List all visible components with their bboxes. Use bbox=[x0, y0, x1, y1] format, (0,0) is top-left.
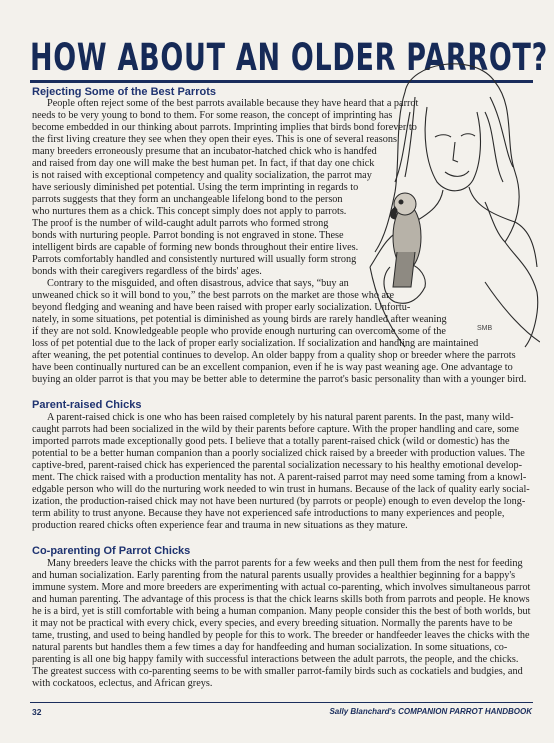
text-line: intelligent birds are capable of forming new bonds throughout their entire lives. bbox=[32, 242, 359, 253]
text-line: ization, the production-raised chick may not have been nurtured (by parrots or people) enough to even develop the long- bbox=[32, 496, 526, 507]
text-line: is not raised with exceptional competency and quality socialization, the parrot may bbox=[32, 170, 372, 181]
footer-rule bbox=[30, 702, 533, 703]
artist-signature: SMB bbox=[477, 325, 493, 332]
text-line: buying an older parrot is that you may be better able to determine the parrot's basic personality than with a younger bird. bbox=[32, 374, 527, 385]
text-line: bonds with nurturing people. Parrot bonding is not engraved in stone. These bbox=[32, 230, 344, 241]
text-line: Many breeders leave the chicks with the parrot parents for a few weeks and then pull them from the nest for feeding bbox=[47, 558, 523, 569]
text-line: People often reject some of the best parrots available because they have heard that a parrot bbox=[47, 98, 419, 109]
text-line: potential to be a better human companion than a poorly socialized chick raised by a breeder with production values. The bbox=[32, 448, 525, 459]
text-line: and raised from day one will make the best human pet. In fact, if that day one chick bbox=[32, 158, 375, 169]
page-title: HOW ABOUT AN OLDER PARROT? bbox=[30, 36, 548, 79]
eye-left bbox=[435, 135, 451, 137]
text-line: become embedded in our thinking about parrots. Imprinting implies that birds bond forever to bbox=[32, 122, 417, 133]
text-line: The greatest success with co-parenting seems to be with smaller parrot-family birds such as cockatiels and budgies, and bbox=[32, 666, 523, 677]
running-title: Sally Blanchard's COMPANION PARROT HANDBOOK bbox=[329, 707, 532, 716]
section-heading: Rejecting Some of the Best Parrots bbox=[32, 86, 216, 98]
text-line: parrots suggests that they form an unchangeable lifelong bond to the person bbox=[32, 194, 343, 205]
text-line: bonds with their caregivers regardless of the birds' ages. bbox=[32, 266, 262, 277]
text-line: natural parents but handles them a few times a day for handfeeding and human socialization. In some situations, co- bbox=[32, 642, 508, 653]
text-line: ment. The chick raised with a production mentality has not. A parent-raised parrot may need some taming from a knowl- bbox=[32, 472, 527, 483]
face-outline bbox=[425, 107, 480, 191]
text-line: A parent-raised chick is one who has been raised completely by his natural parent parents. In the past, many wild- bbox=[47, 412, 514, 423]
text-line: needs to be very young to bond to them. For some reason, the concept of imprinting has bbox=[32, 110, 393, 121]
text-line: the first living creature they see when they open their eyes. This is one of several reasons bbox=[32, 134, 397, 145]
text-line: and human parenting. The advantage of this process is that the chick learns skills both from parrots and people. He knows bbox=[32, 594, 530, 605]
text-line: and human socialization. Early parenting from the natural parents usually provides a healthier beginning for a bappy's bbox=[32, 570, 516, 581]
text-line: immune system. More and more breeders are experimenting with actual co-parenting, which involves simultaneous parrot bbox=[32, 582, 531, 593]
text-line: unweaned chick so it will bond to you,” the best parrots on the market are those who are bbox=[32, 290, 395, 301]
text-line: after weaning, the pet potential continues to develop. An older bappy from a quality shop or breeder where the parrots bbox=[32, 350, 516, 361]
text-line: Parrots comfortably handled and consistently nurtured will usually form strong bbox=[32, 254, 357, 265]
text-line: nately, in some situations, pet potential is diminished as young birds are rarely handled after weaning bbox=[32, 314, 447, 325]
text-line: if they are not sold. Knowledgeable people who provide enough nurturing can overcome some of the bbox=[32, 326, 446, 337]
text-line: loss of pet potential due to the lack of proper early socialization. If socialization and handling are maintained bbox=[32, 338, 479, 349]
text-line: who nurtures them as a chick. This concept simply does not apply to parrots. bbox=[32, 206, 347, 217]
text-line: captive-bred, parent-raised chick has experienced the parental socialization necessary to his healthy emotional develop- bbox=[32, 460, 523, 471]
eye-right bbox=[461, 134, 475, 136]
mouth bbox=[445, 171, 469, 176]
text-line: have been continually nurtured can be an excellent companion, even if he is way past weaning age. One advantage to bbox=[32, 362, 513, 373]
text-line: term ability to trust anyone. Because they have not experienced safe introductions to many experiences and people, bbox=[32, 508, 505, 519]
text-line: parenting is all one big happy family with successful interactions between the adult parrots, the people, and the chicks. bbox=[32, 654, 519, 665]
section-heading: Parent-raised Chicks bbox=[32, 399, 142, 411]
hair-curl bbox=[505, 242, 538, 347]
section-heading: Co-parenting Of Parrot Chicks bbox=[32, 545, 191, 557]
text-line: beyond fledging and weaning and have been raised with proper early socialization. Unfortu- bbox=[32, 302, 411, 313]
text-line: The proof is the number of wild-caught adult parrots who formed strong bbox=[32, 218, 329, 229]
text-line: with cockatoos, eclectus, and African greys. bbox=[32, 678, 213, 689]
page-number: 32 bbox=[32, 707, 42, 717]
text-line: Contrary to the misguided, and often disastrous, advice that says, “buy an bbox=[47, 278, 349, 289]
parrot bbox=[391, 193, 422, 287]
text-line: production reared chicks often experience fear and trauma in new situations as they mature. bbox=[32, 520, 408, 531]
nose bbox=[453, 142, 458, 162]
text-line: caught parrots had been socialized in the wild by their parents before capture. With the proper handling and care, some bbox=[32, 424, 519, 435]
text-line: have seriously diminished pet potential. Using the term imprinting in regards to bbox=[32, 182, 359, 193]
text-line: many breeders erroneously presume that an incubator-hatched chick who is handfed bbox=[32, 146, 377, 157]
text-line: imported parrots made exceptionally good pets. I believe that a totally parent-raised chick (wild or domestic) has the bbox=[32, 436, 510, 447]
text-line: he is a bird, yet is still comfortable with being a human companion. Many people consider this the best of both worlds, but bbox=[32, 606, 531, 617]
text-line: tame, trusting, and used to being handled by people for this to work. The breeder or handfeeder leaves the chicks with the bbox=[32, 630, 530, 641]
text-line: edgable person who will do the nurturing work needed to win trust in humans. Because of the lack of quality early social- bbox=[32, 484, 530, 495]
text-line: it may not be practical with every chick, every species, and every breeding situation. Normally the parents have to be bbox=[32, 618, 513, 629]
